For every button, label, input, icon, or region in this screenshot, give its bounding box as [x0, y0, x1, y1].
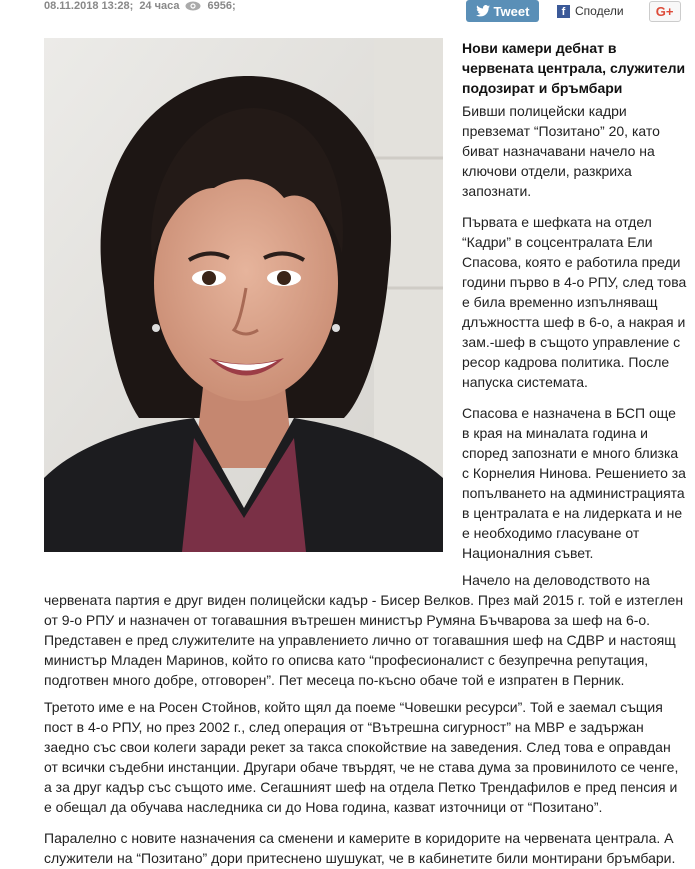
twitter-bird-icon	[476, 5, 490, 17]
article-meta	[44, 0, 236, 12]
gplus-label: G+	[655, 3, 674, 19]
eye-icon	[185, 1, 201, 11]
article-paragraph-6: Паралелно с новите назначения са сменени и камерите в коридорите на червената централа. А служители на “Позитано” дори притеснено шушукат, че в кабинетите били монтирани бръмбари.	[44, 830, 676, 866]
article-photo	[44, 38, 443, 552]
facebook-share-button[interactable]	[557, 4, 624, 18]
tweet-label: Tweet	[493, 3, 530, 19]
portrait-image	[44, 38, 443, 552]
article-paragraph-5: Третото име е на Росен Стойнов, който щял да поеме “Човешки ресурси”. Той е заемал същия пост в 4-о РПУ, но през 2002 г., след операция от “Вътрешна сигурност” на МВР е задържан заедно със свои колеги заради рекет за такса спокойствие на заведения. След това е оправдан от всички съдебни инстанции. Другари обаче твърдят, че не става дума за провинилото се ченге, а за друг кадър със същото име. Сегашният шеф на отдела Петко Трендафилов е пред пенсия и е обещал да обучава наследника си до Нова година, казват източници от “Позитано”.	[44, 699, 679, 815]
gplus-share-button[interactable]	[649, 1, 681, 22]
article-headline: Нови камери дебнат в червената централа, служители подозират и бръмбари	[462, 40, 686, 96]
article-date: 08.11.2018 13:28;	[44, 0, 134, 12]
view-count: 6956;	[207, 0, 236, 12]
article-source: 24 часа	[139, 0, 180, 12]
facebook-share-label: Сподели	[575, 4, 624, 18]
share-bar	[466, 0, 681, 22]
article-paragraph-3: Спасова е назначена в БСП още в края на миналата година и според запознати е много близка с Корнелия Нинова. Решението за попълването на администрацията в централата е на лидерката и не е необходимо гласуване от Националния съвет.	[462, 405, 686, 561]
tweet-button[interactable]	[466, 0, 539, 22]
article-paragraph-4: Начело на деловодството на червената партия е друг виден полицейски кадър - Бисер Велков. През май 2015 г. той е изтеглен от 9-о РПУ и назначен от тогавашния вътрешен министър Румяна Бъчварова за шеф на 6-о. Представен е пред служителите на управлението лично от тогавашния шеф на СДВР и настоящ министър Младен Маринов, който го описва като “професионалист с безупречна репутация, подготвен много добре, отговорен”. Пет месеца по-късно обаче той е изпратен в Перник.	[44, 572, 684, 688]
article-paragraph-1: Бивши полицейски кадри превземат “Позитано” 20, като биват назначавани начело на ключови отдели, разкриха запознати.	[462, 103, 660, 199]
facebook-icon: f	[557, 5, 570, 18]
article-paragraph-2: Първата е шефката на отдел “Кадри” в соцcентралата Ели Спасова, която е работила преди години първо в 4-о РПУ, след това е била временно изпълняващ длъжността шеф в 6-о, а накрая и зам.-шеф в същото управление с ресор кадрова политика. После напуска системата.	[462, 214, 687, 390]
